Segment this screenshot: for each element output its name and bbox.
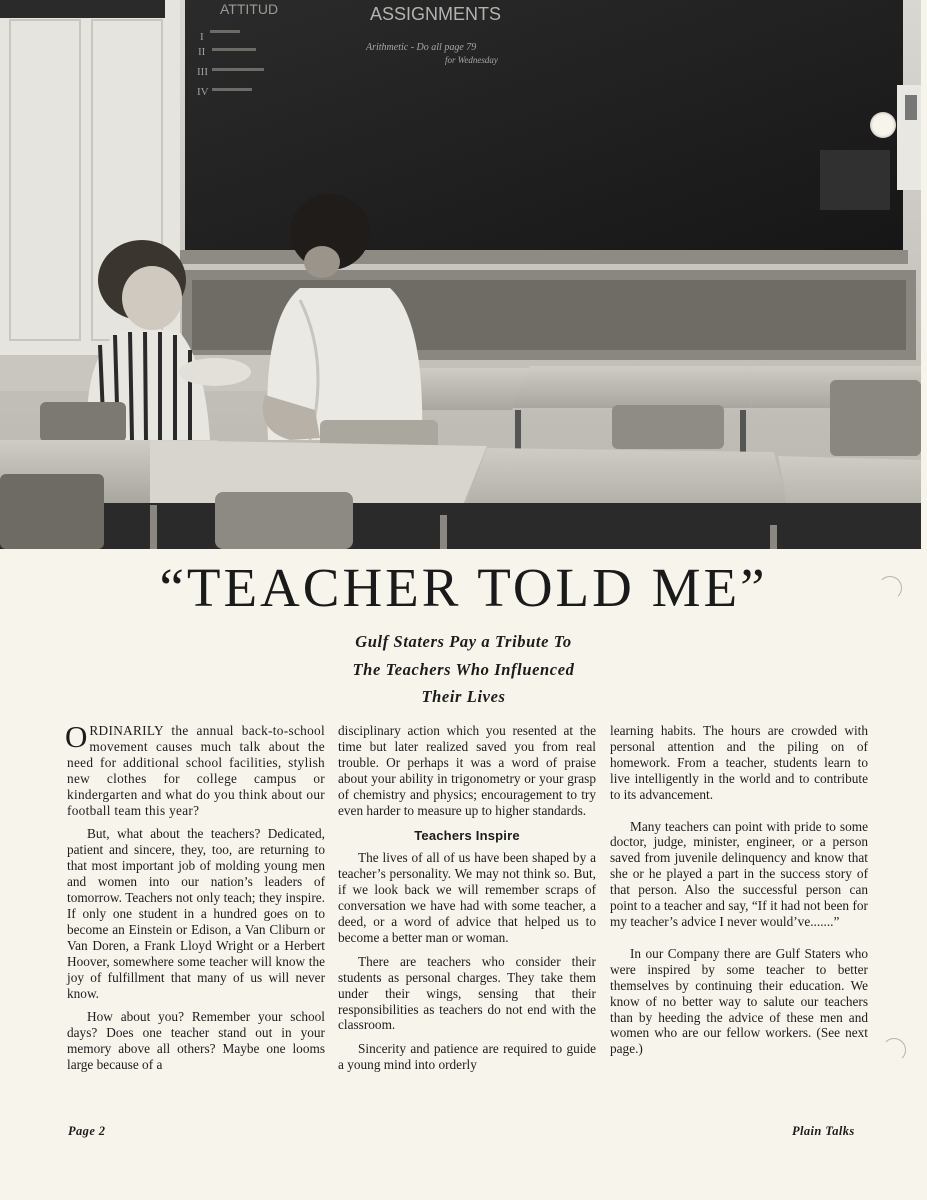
hole-punch-top	[870, 112, 896, 138]
column2-paragraph-2: The lives of all of us have been shaped by a teacher’s personality. We may not think so. But, if we look back we will remember scraps of conversation we have had with some teacher, a deed, or a word of advice that helped us to become a better man or woman.	[338, 850, 596, 945]
article-subtitle	[0, 628, 927, 711]
column2-paragraph-4: Sincerity and patience are required to guide a young mind into orderly	[338, 1041, 596, 1073]
drop-cap: O	[65, 719, 88, 754]
article-column-3	[610, 723, 868, 1065]
chalk-heading-right: ASSIGNMENTS	[370, 4, 502, 24]
subtitle-line-3: Their Lives	[421, 687, 506, 706]
chalk-roman-2: II	[198, 46, 206, 58]
column1-paragraph-3: How about you? Remember your school days? Does one teacher stand out in your memory above all others? Maybe one looms large because of a	[67, 1009, 325, 1073]
chalk-line-2: for Wednesday	[445, 55, 498, 65]
column2-paragraph-3: There are teachers who consider their students as personal charges. They take them under their wings, sensing that their responsibilities as teachers do not end with the classroom.	[338, 953, 596, 1033]
column1-paragraph-1	[65, 719, 325, 818]
chalk-line-1: Arithmetic - Do all page 79	[366, 42, 477, 53]
publication-name: Plain Talks	[792, 1124, 855, 1138]
hole-edge-bottom	[882, 1038, 906, 1062]
classroom-photo	[0, 0, 921, 549]
subtitle-line-2: The Teachers Who Influenced	[352, 659, 575, 679]
column2-paragraph-1: disciplinary action which you resented at the time but later realized saved you from real trouble. Or perhaps it was a word of praise about your ability in trigonometry or your grasp of chemistry and physics; encouragement to try even harder to measure up to higher standards.	[338, 723, 596, 818]
article-column-2	[338, 723, 596, 1081]
chalk-roman-1: I	[200, 31, 204, 43]
column1-paragraph-1-text: RDINARILY the annual back-to-school movement causes much talk about the need for additional school facilities, stylish new clothes for college campus or kindergarten and what do you think about our football team this year?	[67, 723, 325, 818]
column3-paragraph-1: learning habits. The hours are crowded with personal attention and the piling on of homework. From a teacher, students learn to live intelligently in the world and to contribute to its advancement.	[610, 723, 868, 802]
chalk-roman-3: III	[197, 66, 208, 78]
column3-paragraph-3: In our Company there are Gulf Staters who were inspired by some teacher to better themselves by continuing their education. We know of no better way to salute our teachers than by heeding the advice of these men and women who are our fellow workers. (See next page.)	[610, 945, 868, 1057]
column1-paragraph-2: But, what about the teachers? Dedicated, patient and sincere, they, too, are returning to that most important job of molding young men and women into our nation’s leaders of tomorrow. Teachers not only teach; they inspire. If only one student in a hundred goes on to become an Einstein or Edison, a Van Cliburn or Van Doren, a Frank Lloyd Wright or a Herbert Hoover, somewhere some teacher will know the joy of fulfillment that many of us will never know.	[67, 826, 325, 1001]
article-column-1	[65, 719, 325, 1081]
page-number: Page 2	[68, 1124, 106, 1138]
article-title: “TEACHER TOLD ME”	[159, 557, 768, 618]
subtitle-line-1: Gulf Staters Pay a Tribute To	[355, 632, 572, 651]
section-heading-teachers-inspire: Teachers Inspire	[414, 828, 520, 844]
classroom-illustration	[0, 0, 921, 549]
chalk-roman-4: IV	[197, 86, 209, 98]
column3-paragraph-2: Many teachers can point with pride to some doctor, judge, minister, engineer, or a person saved from juvenile delinquency and know that she or he played a part in the success story of that person. Also the successful person can point to a teacher and say, “If it had not been for my teacher’s advice I never would’ve.......”	[610, 818, 868, 929]
chalk-heading-left: ATTITUD	[220, 1, 279, 17]
